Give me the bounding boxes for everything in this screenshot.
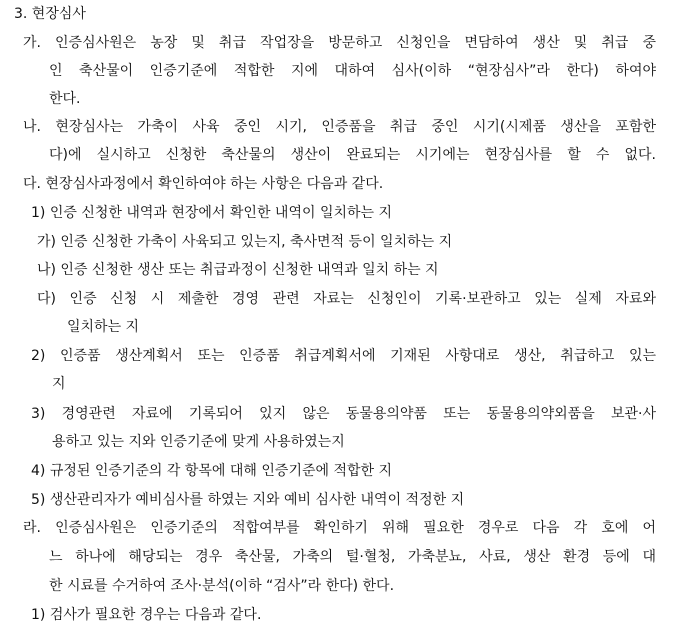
item-da-3-line-1: 3) 경영관련 자료에 기록되어 있지 않은 동물용의약품 또는 동물용의약외품을 보관·사 (31, 406, 656, 422)
item-da-4: 4) 규정된 인증기준의 각 항목에 대해 인증기준에 적합한 지 (31, 463, 393, 479)
subitem-da-1-na: 나) 인증 신청한 생산 또는 취급과정이 신청한 내역과 일치 하는 지 (37, 262, 439, 278)
paragraph-ra-line-1: 라. 인증심사원은 인증기준의 적합여부를 확인하기 위해 필요한 경우로 다음 각 호에 어 (23, 520, 656, 536)
paragraph-ra-line-2: 느 하나에 해당되는 경우 축산물, 가축의 털·혈청, 가축분뇨, 사료, 생산 환경 등에 대 (49, 549, 656, 565)
paragraph-da-line-1: 다. 현장심사과정에서 확인하여야 하는 사항은 다음과 같다. (23, 176, 384, 192)
paragraph-ga-line-2: 인 축산물이 인증기준에 적합한 지에 대하여 심사(이하 “현장심사”라 한다) 하여야 (49, 63, 656, 79)
paragraph-ga-line-1: 가. 인증심사원은 농장 및 취급 작업장을 방문하고 신청인을 면담하여 생산 및 취급 중 (23, 35, 656, 51)
item-da-1: 1) 인증 신청한 내역과 현장에서 확인한 내역이 일치하는 지 (31, 205, 393, 221)
item-ra-1: 1) 검사가 필요한 경우는 다음과 같다. (31, 607, 262, 623)
paragraph-ra-line-3: 한 시료를 수거하여 조사·분석(이하 “검사”라 한다) 한다. (49, 578, 395, 594)
item-da-2-line-2: 지 (52, 376, 66, 392)
paragraph-na-line-1: 나. 현장심사는 가축이 사육 중인 시기, 인증품을 취급 중인 시기(시제품 생산을 포함한 (23, 119, 656, 135)
paragraph-ga-line-3: 한다. (49, 91, 81, 107)
item-da-2-line-1: 2) 인증품 생산계획서 또는 인증품 취급계획서에 기재된 사항대로 생산, 취급하고 있는 (31, 348, 656, 364)
item-da-5: 5) 생산관리자가 예비심사를 하였는 지와 예비 심사한 내역이 적정한 지 (31, 492, 465, 508)
item-da-3-line-2: 용하고 있는 지와 인증기준에 맞게 사용하였는지 (52, 434, 345, 450)
subitem-da-1-ga: 가) 인증 신청한 가축이 사육되고 있는지, 축사면적 등이 일치하는 지 (37, 234, 453, 250)
paragraph-na-line-2: 다)에 실시하고 신청한 축산물의 생산이 완료되는 시기에는 현장심사를 할 수 없다. (49, 147, 656, 163)
subitem-da-1-da-line-1: 다) 인증 신청 시 제출한 경영 관련 자료는 신청인이 기록·보관하고 있는 실제 자료와 (37, 291, 656, 307)
subitem-da-1-da-line-2: 일치하는 지 (67, 319, 140, 335)
section-heading: 3. 현장심사 (14, 6, 86, 22)
